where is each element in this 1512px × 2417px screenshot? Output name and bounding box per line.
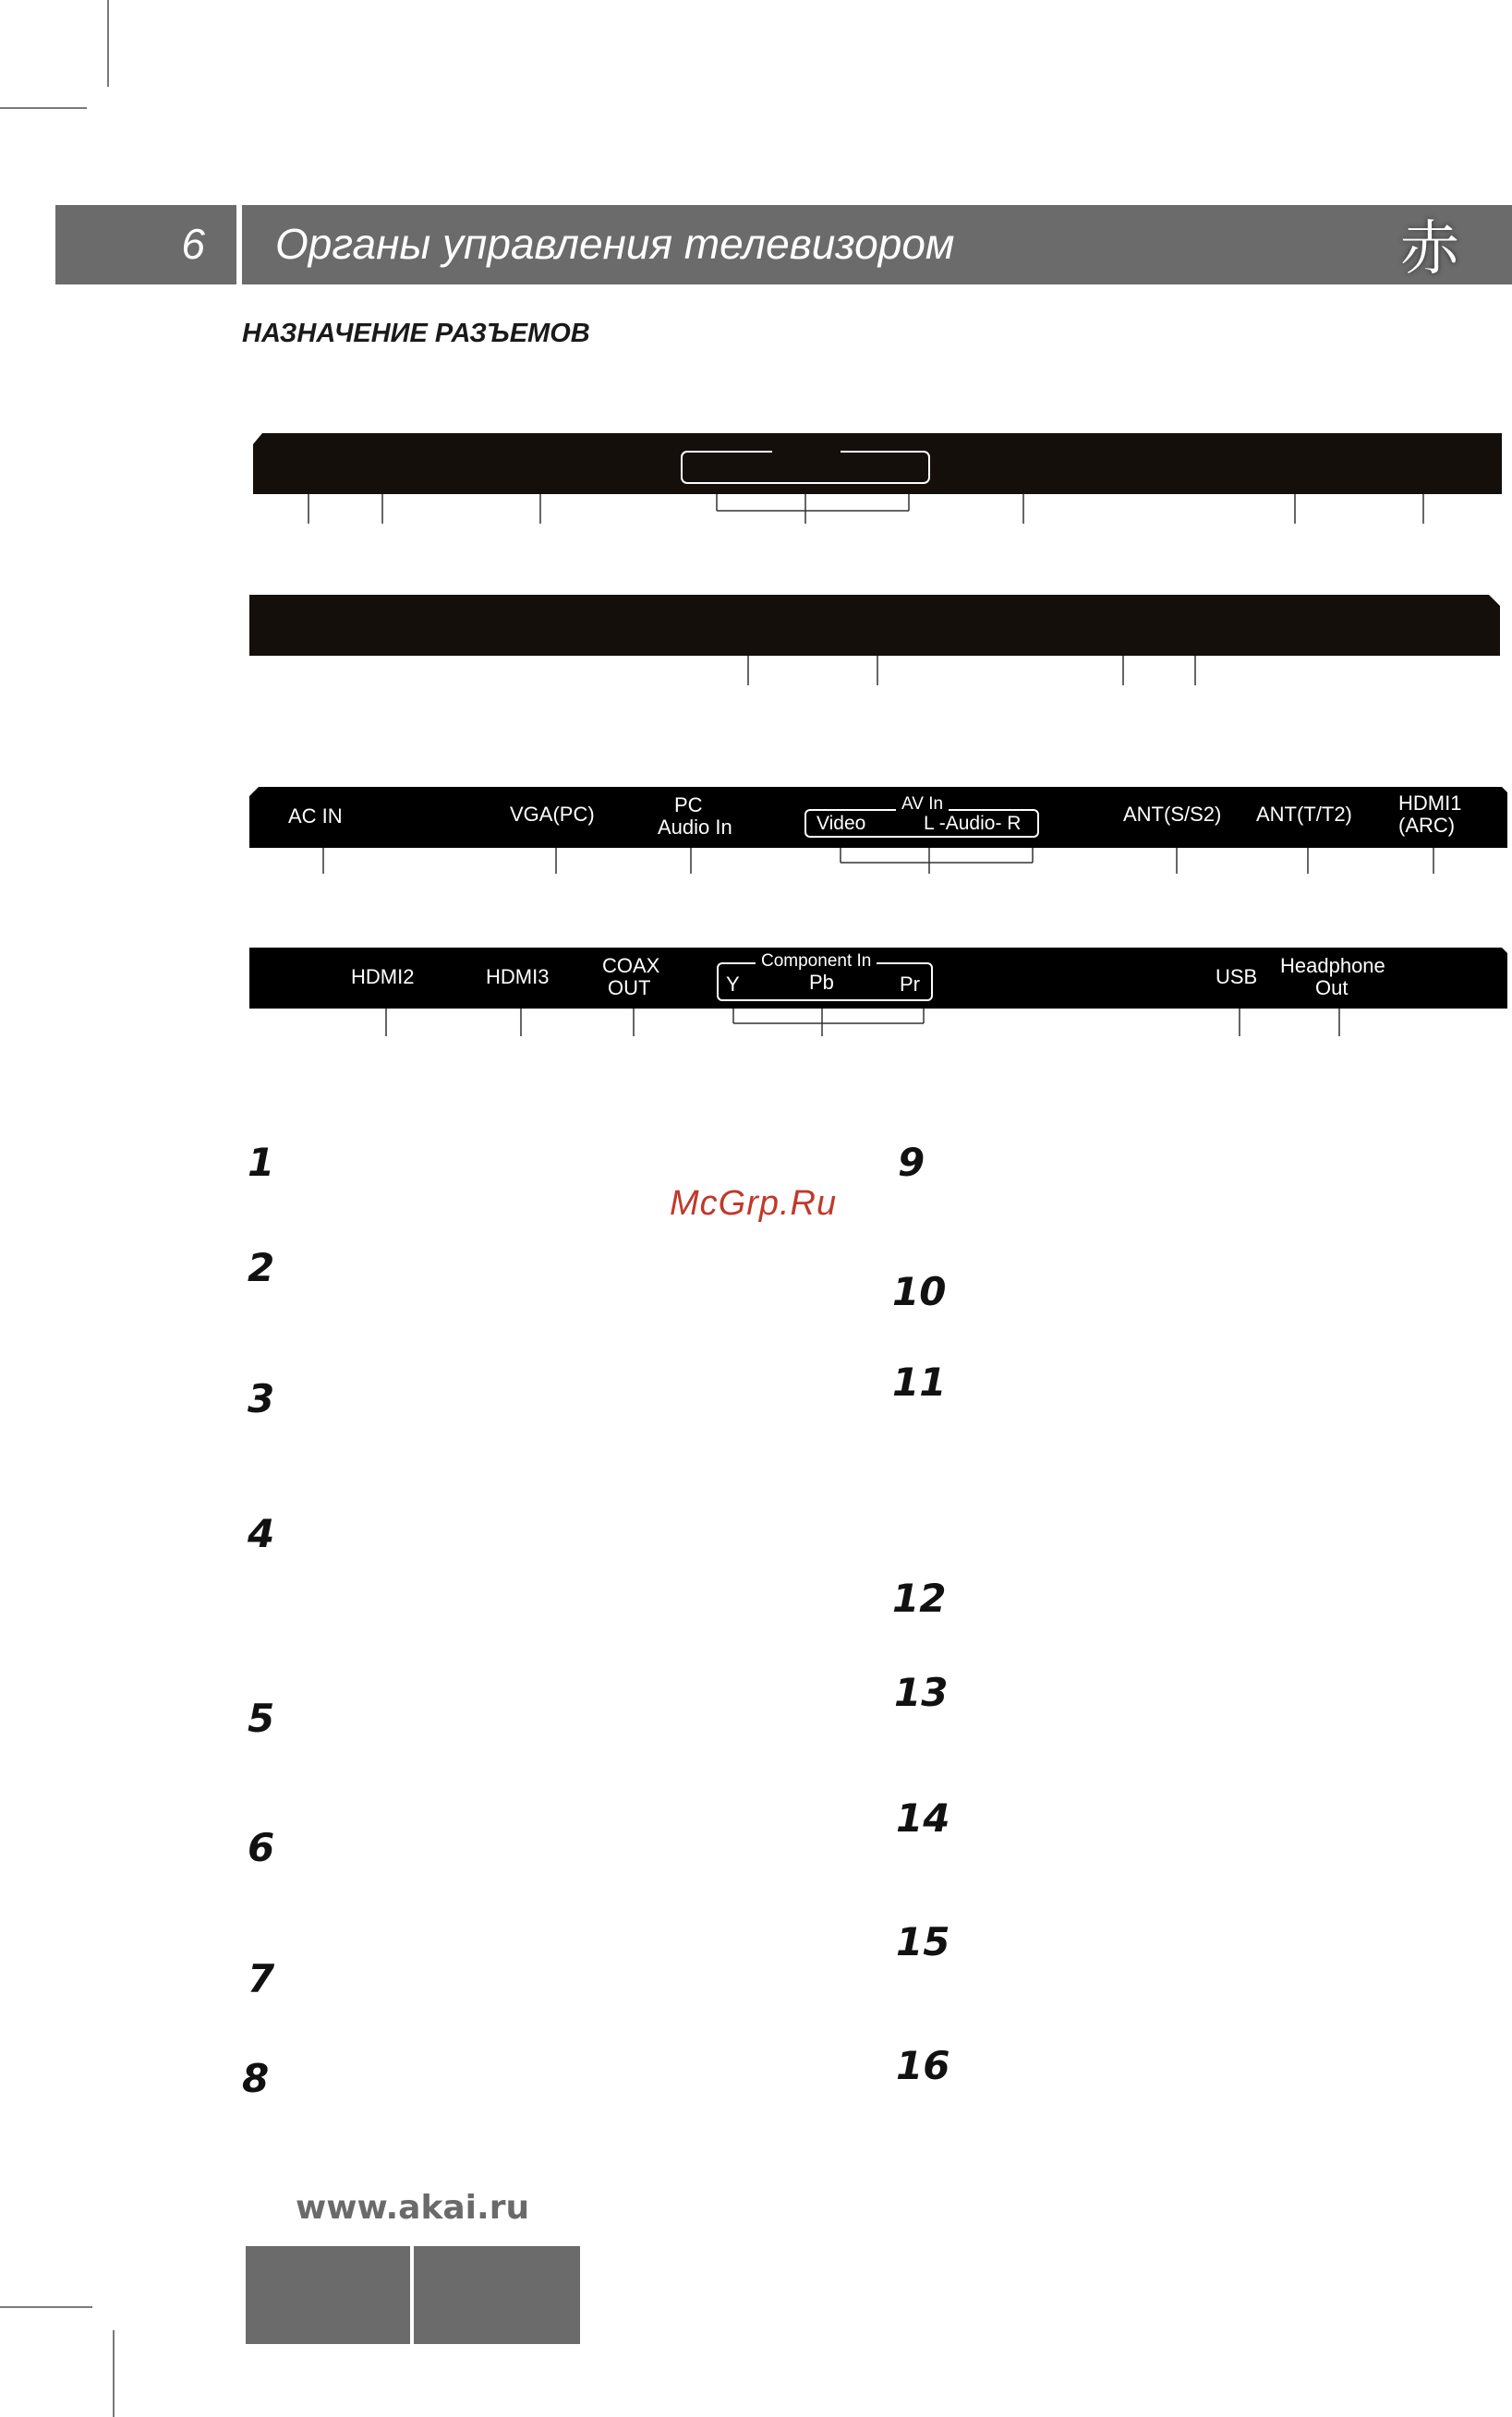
callout-number-8: 8	[242, 2056, 270, 2101]
callout-number-13: 13	[894, 1670, 949, 1715]
callout-number-10: 10	[892, 1269, 947, 1314]
connector-panel-side-bottom	[246, 591, 1511, 693]
website-link[interactable]: www.akai.ru	[296, 2189, 530, 2227]
callout-number-2: 2	[248, 1245, 275, 1290]
page-title: Органы управления телевизором	[275, 220, 955, 268]
label-ac-in: AC IN	[288, 804, 343, 828]
callout-number-5: 5	[248, 1696, 275, 1741]
callout-number-11: 11	[892, 1360, 947, 1405]
label-usb: USB	[1216, 965, 1258, 988]
label-hdmi1: HDMI1	[1398, 792, 1462, 815]
callout-number-14: 14	[896, 1795, 950, 1841]
brand-logo-icon: 赤	[1400, 215, 1459, 284]
label-component-in: Component In	[756, 951, 877, 972]
watermark: McGrp.Ru	[670, 1184, 838, 1223]
label-vga-pc: VGA(PC)	[510, 803, 595, 826]
crop-mark-bottom-vertical	[113, 2330, 115, 2417]
footer-block-left	[246, 2246, 410, 2344]
label-pc-audio-1: PC	[674, 793, 703, 816]
footer-block-right	[414, 2246, 580, 2344]
label-comp-pb: Pb	[809, 971, 834, 994]
crop-mark-bottom-horizontal	[0, 2306, 92, 2308]
callout-number-7: 7	[248, 1956, 275, 2001]
callout-number-15: 15	[896, 1919, 950, 1964]
crop-mark-top-vertical	[107, 0, 109, 87]
callout-number-6: 6	[248, 1825, 275, 1870]
callout-number-4: 4	[248, 1511, 275, 1556]
label-av-video: Video	[816, 813, 866, 834]
label-av-audio: L -Audio- R	[924, 813, 1022, 834]
section-title: НАЗНАЧЕНИЕ РАЗЪЕМОВ	[242, 319, 590, 348]
label-ant-s: ANT(S/S2)	[1123, 803, 1222, 826]
label-hdmi2: HDMI2	[351, 965, 415, 988]
label-ant-t: ANT(T/T2)	[1256, 803, 1352, 826]
crop-mark-top-horizontal	[0, 107, 87, 109]
label-headphone: Headphone	[1280, 954, 1385, 977]
label-av-in: AV In	[896, 794, 949, 815]
callout-number-3: 3	[248, 1376, 275, 1421]
callout-number-1: 1	[248, 1140, 275, 1185]
label-hdmi1-arc: (ARC)	[1398, 814, 1456, 837]
callout-number-9: 9	[898, 1140, 925, 1185]
label-coax-out: OUT	[608, 976, 651, 999]
label-pc-audio-2: Audio In	[658, 816, 732, 839]
label-comp-pr: Pr	[900, 973, 920, 996]
callout-number-16: 16	[896, 2043, 950, 2088]
callout-number-12: 12	[892, 1576, 947, 1621]
page-number: 6	[181, 220, 205, 268]
label-coax: COAX	[602, 954, 660, 977]
label-headphone-out: Out	[1315, 976, 1349, 999]
connector-panel-side-top	[249, 429, 1512, 531]
label-comp-y: Y	[726, 973, 740, 996]
label-hdmi3: HDMI3	[486, 965, 550, 988]
